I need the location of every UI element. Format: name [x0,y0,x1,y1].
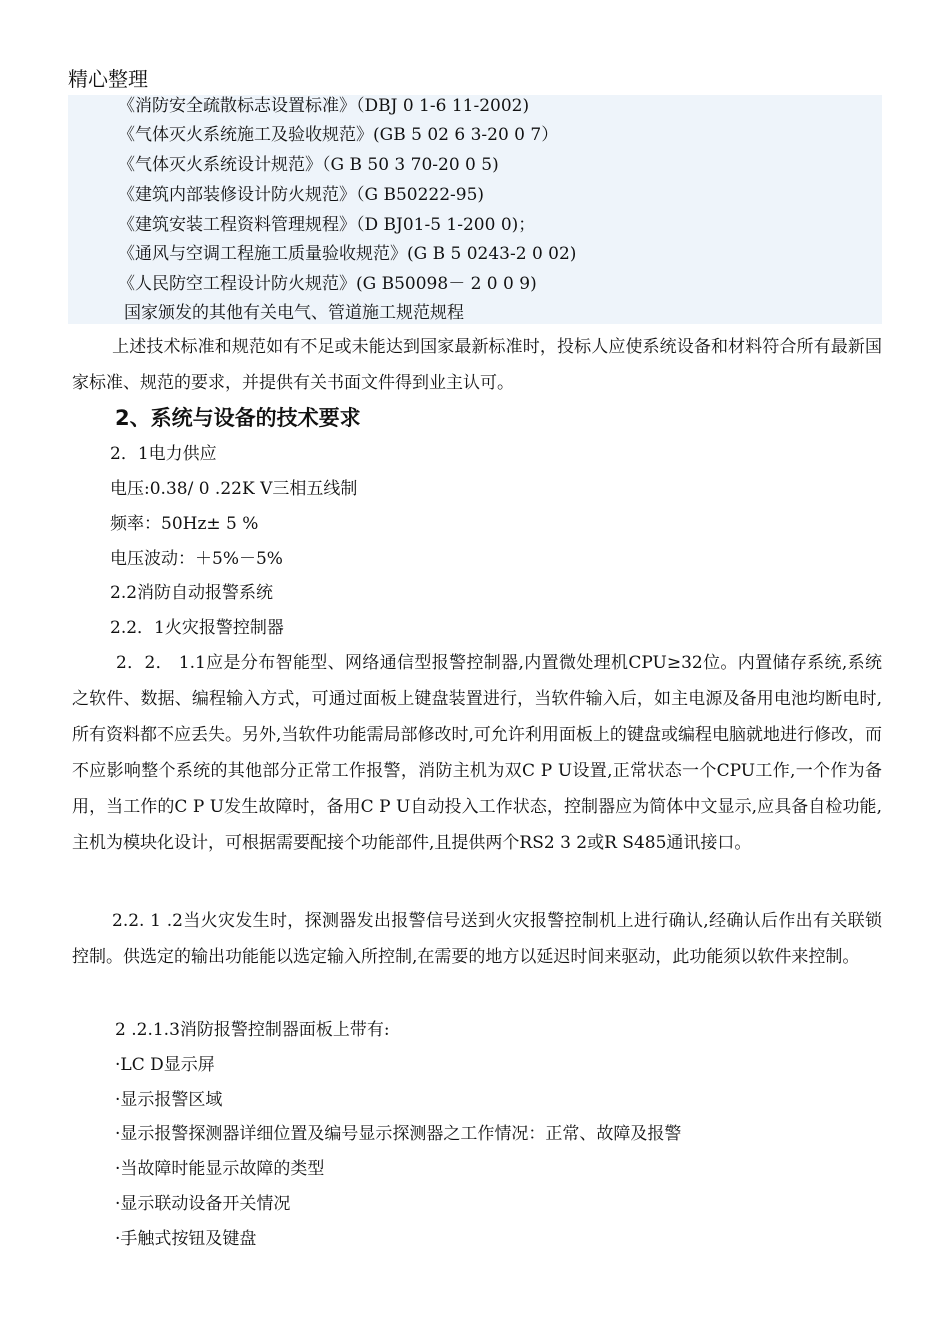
standard-item: 国家颁发的其他有关电气、管道施工规范规程 [124,303,464,323]
paragraph-2211 [72,645,882,861]
bullet-item: ·显示报警区域 [115,1090,223,1110]
power-heading: 2．1电力供应 [110,444,217,464]
bullet-item: ·显示联动设备开关情况 [115,1194,291,1214]
page-header-title: 精心整理 [68,67,148,91]
bullet-item: ·显示报警探测器详细位置及编号显示探测器之工作情况：正常、故障及报警 [115,1124,682,1144]
paragraph-2212-text: 2.2. 1 .2当火灾发生时，探测器发出报警信号送到火灾报警控制机上进行确认,经确认后作出有关联锁控制。供选定的输出功能能以选定输入所控制,在需要的地方以延迟时间来驱动，此功能须以软件来控制。 [72,911,882,967]
voltage-line: 电压:0.38/ 0 .22K V三相五线制 [110,479,358,499]
paragraph-2213: 2 .2.1.3消防报警控制器面板上带有: [115,1020,390,1040]
bullet-item: ·当故障时能显示故障的类型 [115,1159,325,1179]
standard-item: 《人民防空工程设计防火规范》(G B50098－ 2 0 0 9) [118,274,537,294]
standard-item: 《消防安全疏散标志设置标准》（DBJ 0 1-6 11-2002) [118,96,530,116]
standard-item: 《建筑内部装修设计防火规范》（G B50222-95) [118,185,485,205]
standard-item: 《通风与空调工程施工质量验收规范》(G B 5 0243-2 0 02) [118,244,577,264]
frequency-line: 频率：50Hz± 5 % [110,514,259,534]
paragraph-2212 [72,903,882,975]
fluctuation-line: 电压波动：＋5%－5% [110,549,283,569]
standard-item: 《建筑安装工程资料管理规程》（D BJ01-5 1-200 0)； [118,215,536,235]
bullet-item: ·LC D显示屏 [115,1055,215,1075]
intro-paragraph [72,329,882,401]
controller-heading: 2.2．1火灾报警控制器 [110,618,284,638]
paragraph-2211-text: 2．2． 1.1应是分布智能型、网络通信型报警控制器,内置微处理机CPU≥32位。内置储存系统,系统之软件、数据、编程输入方式，可通过面板上键盘装置进行，当软件输入后，如主电源及备用电池均断电时,所有资料都不应丢失。另外,当软件功能需局部修改时,可允许利用面板上的键盘或编程电脑就地进行修改，而不应影响整个系统的其他部分正常工作报警，消防主机为双C P U设置,正常状态一个CPU工作,一个作为备用，当工作的C P U发生故障时，备用C P U自动投入工作状态，控制器应为简体中文显示,应具备自检功能,主机为模块化设计，可根据需要配接个功能部件,且提供两个RS2 3 2或R S485通讯接口。 [72,653,882,853]
section-heading: 2、系统与设备的技术要求 [115,406,361,430]
standard-item: 《气体灭火系统设计规范》（G B 50 3 70-20 0 5) [118,155,499,175]
standards-list [68,95,882,324]
fire-alarm-heading: 2.2消防自动报警系统 [110,583,274,603]
bullet-item: ·手触式按钮及键盘 [115,1229,257,1249]
intro-paragraph-text: 上述技术标准和规范如有不足或未能达到国家最新标准时，投标人应使系统设备和材料符合所有最新国家标准、规范的要求，并提供有关书面文件得到业主认可。 [72,337,882,393]
standard-item: 《气体灭火系统施工及验收规范》(GB 5 02 6 3-20 0 7） [118,125,559,145]
